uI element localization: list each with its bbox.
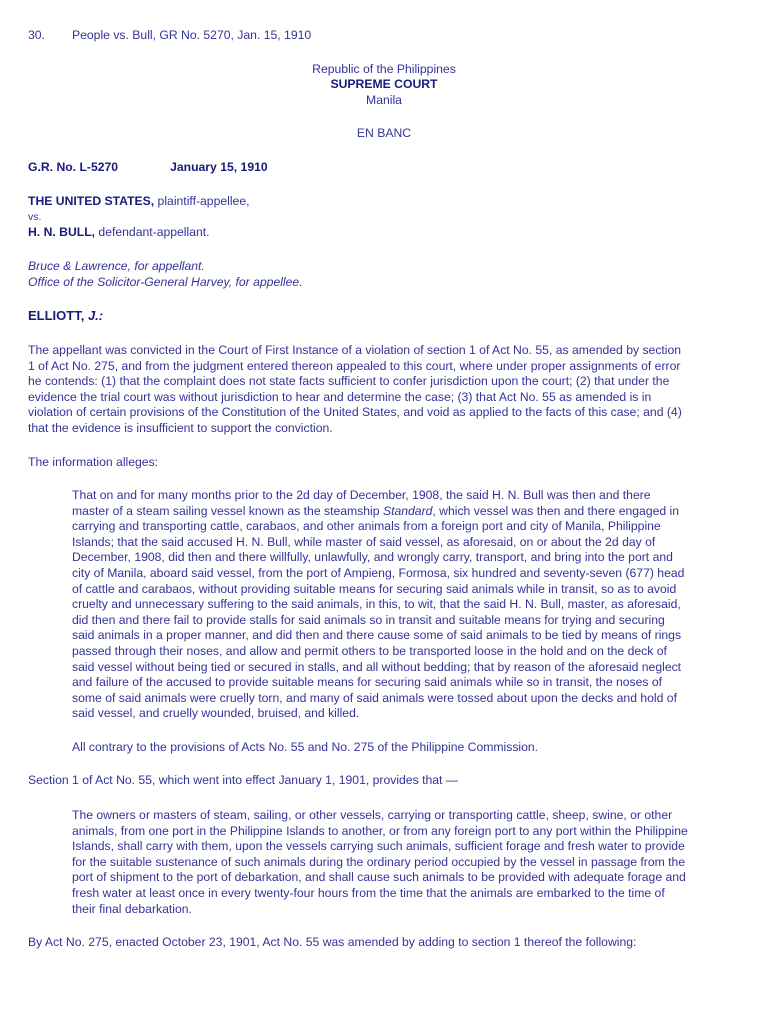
text-line: for the suitable sustenance of such animals during the ordinary period occupied by the vessel in passage from the [72,854,686,869]
text-line [72,504,742,520]
text-line: of cattle and carabaos, without providing suitable means for securing said animals while in transit, so as to avoid [72,581,677,596]
text-line: their final debarkation. [72,901,192,916]
justice-name: ELLIOTT, [28,308,88,323]
case-date: January 15, 1910 [170,160,268,174]
case-title: People vs. Bull, GR No. 5270, Jan. 15, 1910 [72,28,312,42]
text-line: December, 1908, did then and there willfully, unlawfully, and wrongly carry, transport, and bring into the port and [72,550,673,565]
court-city: Manila [366,93,402,107]
text-line: he contends: (1) that the complaint does not state facts sufficient to confer jurisdiction upon the court; (2) that under the [28,374,670,389]
court-name: SUPREME COURT [330,77,438,91]
defendant-line [28,225,740,241]
text-line: said vessel without being tied or secured in stalls, and all without bedding; that by reason of the aforesaid neglect [72,659,682,674]
text-line: that the evidence is insufficient to support the conviction. [28,420,333,435]
text-line: The owners or masters of steam, sailing, or other vessels, carrying or transporting cattle, sheep, swine, or other [72,808,673,822]
text-line: passed through their noses, and allow and permit others to be transported loose in the hold and on the deck of [72,643,667,658]
paragraph-1 [28,343,740,437]
text-line: said vessel, and cruelly wounded, bruised, and killed. [72,706,360,721]
paragraph-3: Section 1 of Act No. 55, which went into effect January 1, 1901, provides that — [28,773,458,787]
text-line: evidence the trial court was without jurisdiction to hear and determine the case; (3) that Act No. 55 as amended is in [28,389,652,404]
document-header [28,28,311,44]
text-line: The appellant was convicted in the Court of First Instance of a violation of section 1 of Act No. 55, as amended by section [28,343,682,357]
text-line: some of said animals were cruelly torn, and many of said animals were tossed about upon the decks and hold of [72,690,677,705]
item-number: 30. [28,28,45,42]
republic-label: Republic of the Philippines [312,62,456,76]
text-line: and failure of the accused to provide suitable means for securing said animals while so in transit, the noses of [72,675,663,690]
text-line: That on and for many months prior to the 2d day of December, 1908, the said H. N. Bull was then and there [72,488,651,502]
justice-line [28,308,740,324]
plaintiff-line [28,194,740,210]
division-label: EN BANC [356,126,412,140]
gr-number: G.R. No. L-5270 [28,160,119,174]
quote-information [72,488,742,722]
text-line: violation of certain provisions of the Constitution of the United States, and void as applied to the facts of this case; and (4) [28,405,682,420]
text-line: Islands, shall carry with them, upon the vessels carrying such animals, sufficient forage and fresh water to provide [72,839,685,854]
plaintiff-name: THE UNITED STATES, [28,194,155,208]
text-segment: master of a steam sailing vessel known as the steamship [72,503,383,518]
text-line: cruelty and unnecessary suffering to the said animals, in this, to wit, that the said H. N. Bull, master, as aforesaid, [72,597,681,612]
versus-label: vs. [28,211,42,223]
quote-section-1 [72,808,742,917]
paragraph-4: By Act No. 275, enacted October 23, 1901, Act No. 55 was amended by adding to section 1 thereof the following: [28,935,637,949]
defendant-role: defendant-appellant. [95,225,210,239]
text-line: did then and there fail to provide stalls for said animals so in transit and suitable means for trying and securing [72,612,665,627]
text-line: said animals in a proper manner, and did then and there cause some of said animals to be tied by means of rings [72,628,682,643]
quote-contrary: All contrary to the provisions of Acts No. 55 and No. 275 of the Philippine Commission. [72,740,539,754]
case-number-line [28,160,740,176]
text-segment: , which vessel was then and there engaged in [432,503,680,518]
text-line: 1 of Act No. 275, and from the judgment entered thereon appealed to this court, where under proper assignments of error [28,358,681,373]
counsel-appellee: Office of the Solicitor-General Harvey, for appellee. [28,275,303,289]
counsel-appellant: Bruce & Lawrence, for appellant. [28,259,205,273]
vessel-name: Standard [382,503,433,518]
justice-suffix: J.: [87,308,104,323]
defendant-name: H. N. BULL, [28,225,96,239]
text-line: port of shipment to the port of debarkation, and shall cause such animals to be provided with adequate forage and [72,870,686,885]
text-line: city of Manila, aboard said vessel, from the port of Ampieng, Formosa, six hundred and seventy-seven (677) head [72,565,685,580]
paragraph-2: The information alleges: [28,455,159,469]
text-line: carrying and transporting cattle, carabaos, and other animals from a foreign port and city of Manila, Philippine [72,519,661,534]
text-line: fresh water at least once in every twenty-four hours from the time that the animals are embarked to the time of [72,885,665,900]
text-line: Islands; that the said accused H. N. Bull, while master of said vessel, as aforesaid, on or about the 2d day of [72,534,656,549]
text-line: animals, from one port in the Philippine Islands to another, or from any foreign port to any port within the Philippine [72,823,688,838]
plaintiff-role: plaintiff-appellee, [154,194,250,208]
